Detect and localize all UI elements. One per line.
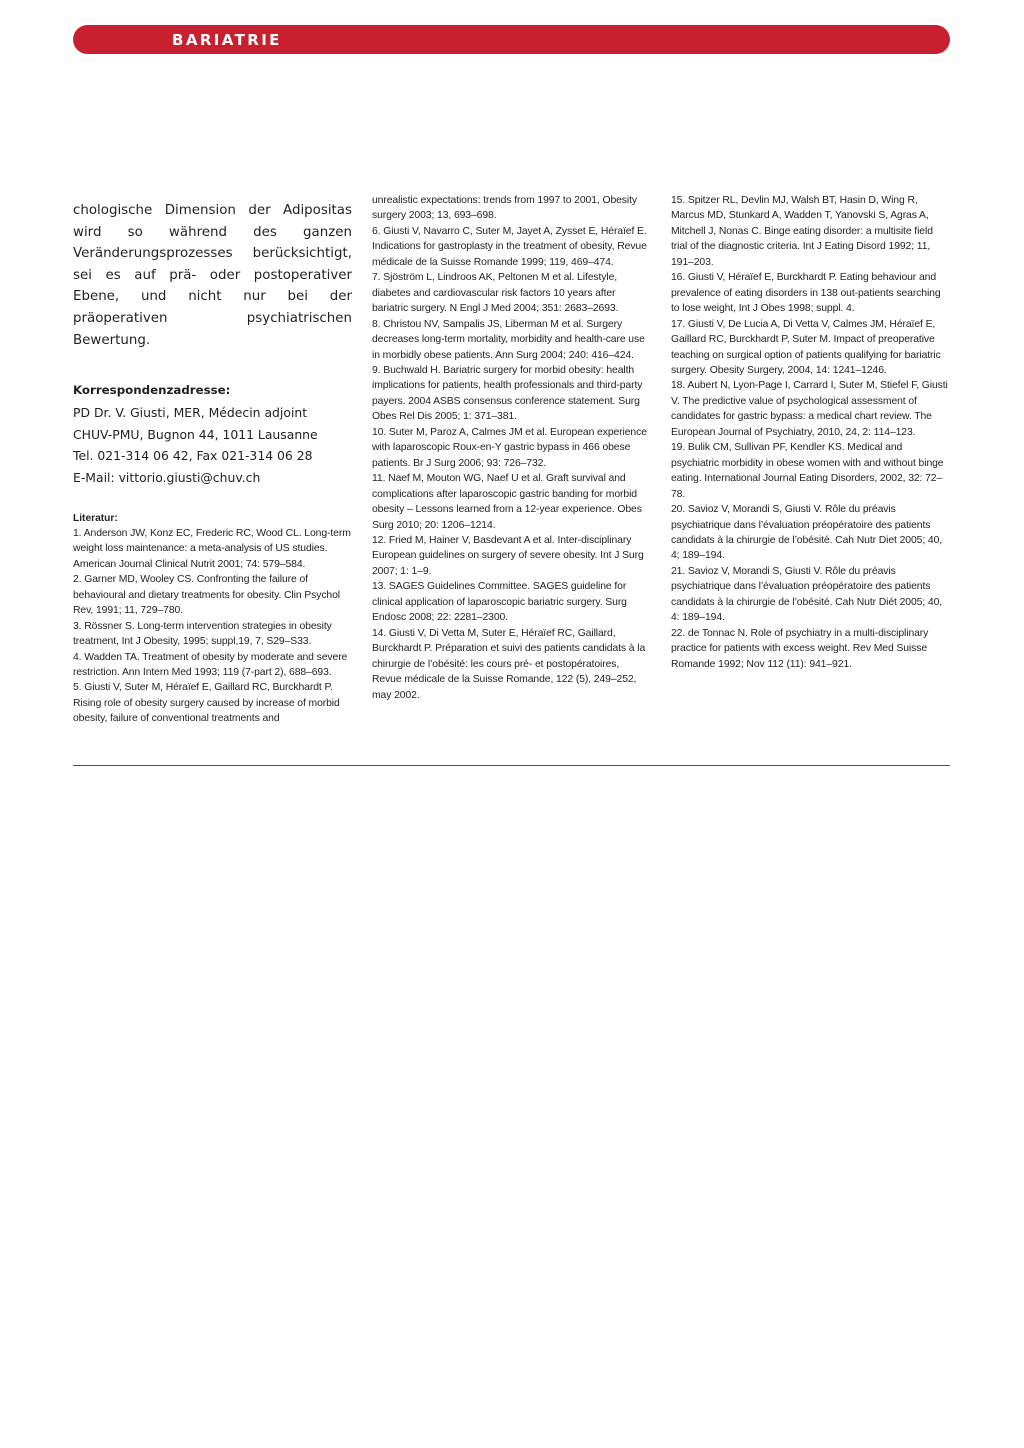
reference-item: 9. Buchwald H. Bariatric surgery for morbid obesity: health implications for patients, health professionals and third-party payers. 2004 ASBS consensus conference statement. Surg Obes Rel Dis 2005; 1: 371–381.: [372, 364, 643, 423]
section-header-bar: [73, 25, 950, 54]
reference-item: 4. Wadden TA. Treatment of obesity by moderate and severe restriction. Ann Intern Med 1993; 119 (7-part 2), 688–693.: [73, 651, 348, 679]
section-title: BARIATRIE: [172, 31, 282, 49]
reference-item: 6. Giusti V, Navarro C, Suter M, Jayet A, Zysset E, Héraïef E. Indications for gastroplasty in the treatment of obesity, Revue médicale de la Suisse Romande 1999; 119, 469–474.: [372, 225, 647, 268]
reference-item: 8. Christou NV, Sampalis JS, Liberman M et al. Surgery decreases long-term mortality, morbidity and health-care use in morbidly obese patients. Ann Surg 2004; 240: 416–424.: [372, 318, 645, 361]
reference-item: 18. Aubert N, Lyon-Page I, Carrard I, Suter M, Stiefel F, Giusti V. The predictive value of psychological assessment of candidates for gastric bypass: a medical chart review. The European Journal of Psychiatry, 2010, 24, 2: 114–123.: [671, 380, 948, 438]
reference-item: 11. Naef M, Mouton WG, Naef U et al. Graft survival and complications after laparoscopic gastric banding for morbid obesity – Lessons learned from a 12-year experience. Obes Surg 2010; 20: 1206–1214.: [372, 473, 642, 531]
reference-item: unrealistic expectations: trends from 1997 to 2001, Obesity surgery 2003; 13, 693–698.: [372, 195, 637, 222]
reference-item: 2. Garner MD, Wooley CS. Confronting the failure of behavioural and dietary treatments for obesity. Clin Psychol Rev, 1991; 11, 729–780.: [73, 574, 340, 617]
column-2: [372, 193, 651, 703]
reference-item: 10. Suter M, Paroz A, Calmes JM et al. European experience with laparoscopic Roux-en-Y gastric bypass in 466 obese patients. Br J Surg 2006; 93: 726–732.: [372, 426, 647, 469]
reference-item: 12. Fried M, Hainer V, Basdevant A et al. Inter-disciplinary European guidelines on surgery of severe obesity. Int J Surg 2007; 1: 1–9.: [372, 534, 644, 577]
reference-item: 16. Giusti V, Héraïef E, Burckhardt P. Eating behaviour and prevalence of eating disorders in 138 out-patients searching to lose weight, Int J Obes 1998; suppl. 4.: [671, 272, 941, 315]
reference-item: 3. Rössner S. Long-term intervention strategies in obesity treatment, Int J Obesity, 1995; suppl,19, 7, S29–S33.: [73, 620, 332, 648]
body-paragraph: chologische Dimension der Adipositas wird so während des ganzen Veränderungsprozesses berücksichtigt, sei es auf prä- oder postoperativer Ebene, und nicht nur bei der präoperativen psychiatrischen Bewertung.: [73, 203, 352, 348]
reference-item: 7. Sjöström L, Lindroos AK, Peltonen M et al. Lifestyle, diabetes and cardiovascular risk factors 10 years after bariatric surgery. N Engl J Med 2004; 351: 2683–2693.: [372, 272, 619, 315]
reference-item: 14. Giusti V, Di Vetta M, Suter E, Héraïef RC, Gaillard, Burckhardt P. Préparation et suivi des patients candidats à la chirurgie de l’obésité: les cours pré- et postopératoires, Revue médicale de la Suisse Romande, 122 (5), 249–252, may 2002.: [372, 627, 646, 701]
reference-item: 20. Savioz V, Morandi S, Giusti V. Rôle du préavis psychiatrique dans l’évaluation préopératoire des patients candidats à la chirurgie de l’obésité. Cah Nutr Diet 2005; 40, 4; 189–194.: [671, 504, 943, 562]
correspondence-address: CHUV-PMU, Bugnon 44, 1011 Lausanne: [73, 426, 318, 442]
reference-item: 21. Savioz V, Morandi S, Giusti V. Rôle du préavis psychiatrique dans l’évaluation préopératoire des patients candidats à la chirurgie de l’obésité. Cah Nutr Diét 2005; 40, 4: 189–194.: [671, 565, 943, 624]
correspondence-phone: Tel. 021-314 06 42, Fax 021-314 06 28: [73, 448, 313, 464]
reference-item: 17. Giusti V, De Lucia A, Di Vetta V, Calmes JM, Héraïef E, Gaillard RC, Burckhardt P, Suter M. Impact of preoperative teaching on surgical option of patients qualifying for bariatric surgery. Obesity Surgery, 2004, 14: 1241–1246.: [671, 318, 941, 376]
correspondence-heading: Korrespondenzadresse:: [73, 383, 231, 398]
reference-item: 15. Spitzer RL, Devlin MJ, Walsh BT, Hasin D, Wing R, Marcus MD, Stunkard A, Wadden T, Yanovski S, Agras A, Mitchell J, Nonas C. Binge eating disorder: a multisite field trial of the diagnostic criteria. Int J Eating Disord 1992; 11, 191–203.: [671, 195, 933, 268]
correspondence-name: PD Dr. V. Giusti, MER, Médecin adjoint: [73, 405, 308, 421]
reference-item: 5. Giusti V, Suter M, Héraïef E, Gaillard RC, Burckhardt P. Rising role of obesity surgery caused by increase of morbid obesity, failure of conventional treatments and: [73, 682, 340, 725]
reference-item: 19. Bulik CM, Sullivan PF, Kendler KS. Medical and psychiatric morbidity in obese women with and without binge eating. International Journal Eating Disorders, 2002, 32: 72–78.: [671, 442, 944, 500]
reference-item: 13. SAGES Guidelines Committee. SAGES guideline for clinical application of laparoscopic bariatric surgery. Surg Endosc 2008; 22: 2281–2300.: [372, 581, 627, 624]
reference-item: 22. de Tonnac N. Role of psychiatry in a multi-disciplinary practice for patients with excess weight. Rev Med Suisse Romande 1992; Nov 112 (11): 941–921.: [671, 627, 929, 670]
column-3: [671, 193, 950, 672]
literature-heading: Literatur:: [73, 512, 118, 524]
correspondence-email: E-Mail: vittorio.giusti@chuv.ch: [73, 469, 261, 485]
column-1: [73, 200, 352, 727]
footer-divider: [73, 765, 950, 766]
reference-item: 1. Anderson JW, Konz EC, Frederic RC, Wood CL. Long-term weight loss maintenance: a meta-analysis of US studies. American Journal Clinical Nutrit 2001; 74: 579–584.: [73, 527, 351, 570]
